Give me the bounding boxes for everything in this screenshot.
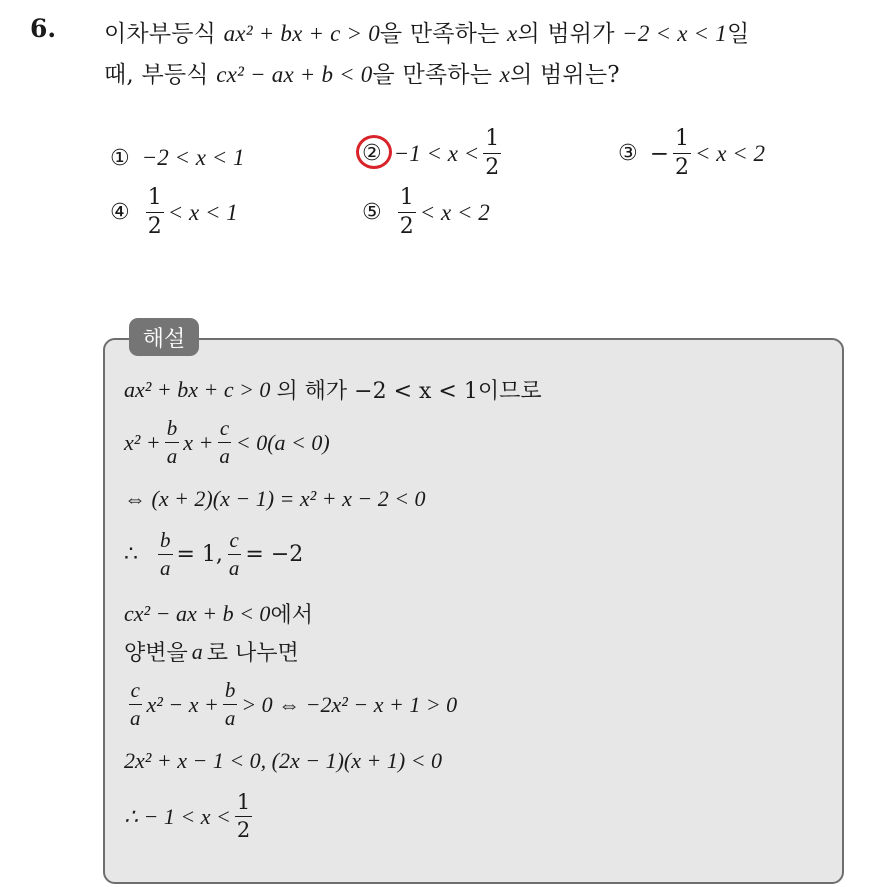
solution-line-1 bbox=[124, 374, 542, 405]
solution-expression: cx² − ax + b < 0 bbox=[124, 600, 271, 626]
question-text: 의 범위는? bbox=[510, 62, 620, 88]
choice-marker: ① bbox=[110, 145, 130, 171]
solution-tab: 해설 bbox=[129, 318, 199, 356]
fraction: $\frac{c}{a}$ bbox=[219, 416, 230, 468]
choice-marker: ② bbox=[362, 141, 382, 166]
question-line-1 bbox=[104, 15, 749, 48]
fraction: $\frac{1}{2}$ bbox=[147, 185, 162, 239]
question-inequality: ax² + bx + c > 0 bbox=[223, 21, 380, 46]
question-text: 을 만족하는 bbox=[379, 21, 500, 47]
solution-line-8 bbox=[124, 748, 442, 774]
solution-expression: x² − x + bbox=[146, 691, 219, 717]
fraction: $\frac{1}{2}$ bbox=[675, 126, 690, 180]
choice-marker: ③ bbox=[618, 141, 638, 166]
question-number: 6. bbox=[30, 14, 57, 43]
solution-expression: > 0 ⇔ −2x² − x + 1 > 0 bbox=[241, 691, 458, 717]
choice-marker: ④ bbox=[110, 200, 130, 225]
question-variable: x bbox=[507, 21, 518, 46]
fraction: $\frac{1}{2}$ bbox=[399, 185, 414, 239]
solution-expression: ⇔ (x + 2)(x − 1) = x² + x − 2 < 0 bbox=[124, 486, 426, 511]
solution-line-7 bbox=[124, 680, 457, 729]
choice-expression: < x < 2 bbox=[419, 199, 490, 225]
selected-answer-circle bbox=[356, 135, 392, 169]
solution-expression: x² + bbox=[124, 429, 161, 455]
solution-line-3 bbox=[124, 486, 426, 512]
choice-expression: < x < 2 bbox=[695, 140, 766, 166]
fraction: $\frac{1}{2}$ bbox=[485, 126, 500, 180]
solution-line-9 bbox=[124, 792, 256, 841]
question-variable: x bbox=[499, 62, 511, 87]
choice-2[interactable] bbox=[362, 128, 505, 179]
choice-expression: − bbox=[649, 140, 670, 167]
fraction: $\frac{c}{a}$ bbox=[130, 678, 141, 730]
solution-expression: 2x² + x − 1 < 0, (2x − 1)(x + 1) < 0 bbox=[124, 748, 443, 773]
solution-line-2 bbox=[124, 418, 330, 467]
solution-expression: ax² + bx + c > 0 bbox=[124, 376, 271, 402]
solution-expression: = −2 bbox=[245, 542, 304, 567]
solution-expression: x + bbox=[183, 429, 214, 455]
solution-text: 로 나누면 bbox=[206, 641, 299, 666]
question-text: 을 만족하는 bbox=[372, 62, 493, 88]
solution-text: 에서 bbox=[270, 603, 313, 628]
solution-text: 의 해가 −2 < x < 1이므로 bbox=[276, 379, 542, 404]
question-range: −2 < x < 1 bbox=[622, 21, 727, 46]
solution-line-5 bbox=[124, 598, 313, 629]
question-text: 이차부등식 bbox=[104, 21, 217, 47]
solution-expression: ∴ − 1 < x < bbox=[124, 803, 231, 829]
question-text: 의 범위가 bbox=[517, 21, 615, 47]
choice-marker: ⑤ bbox=[362, 200, 382, 225]
question-text: 일 bbox=[726, 21, 750, 47]
question-inequality: cx² − ax + b < 0 bbox=[216, 62, 373, 87]
fraction: $\frac{b}{a}$ bbox=[166, 416, 178, 468]
fraction: $\frac{b}{a}$ bbox=[224, 678, 236, 730]
choice-expression: −2 < x < 1 bbox=[141, 145, 245, 170]
fraction: $\frac{1}{2}$ bbox=[236, 790, 251, 842]
fraction: $\frac{b}{a}$ bbox=[160, 528, 171, 580]
choice-5[interactable] bbox=[362, 187, 490, 238]
solution-text: 양변을 bbox=[124, 641, 188, 666]
choice-1[interactable] bbox=[110, 145, 245, 171]
solution-line-6 bbox=[124, 636, 299, 667]
therefore-symbol: ∴ bbox=[124, 542, 138, 567]
solution-line-4 bbox=[124, 530, 303, 579]
choice-expression: < x < 1 bbox=[167, 199, 238, 225]
choice-3[interactable] bbox=[618, 128, 765, 179]
question-line-2 bbox=[104, 56, 620, 89]
question-text: 때, 부등식 bbox=[104, 62, 209, 88]
fraction: $\frac{c}{a}$ bbox=[228, 528, 240, 580]
solution-expression: < 0(a < 0) bbox=[235, 429, 330, 455]
choice-expression: −1 < x < bbox=[393, 140, 480, 166]
solution-expression: = 1, bbox=[176, 542, 223, 567]
solution-variable: a bbox=[191, 638, 203, 664]
choice-4[interactable] bbox=[110, 187, 238, 238]
